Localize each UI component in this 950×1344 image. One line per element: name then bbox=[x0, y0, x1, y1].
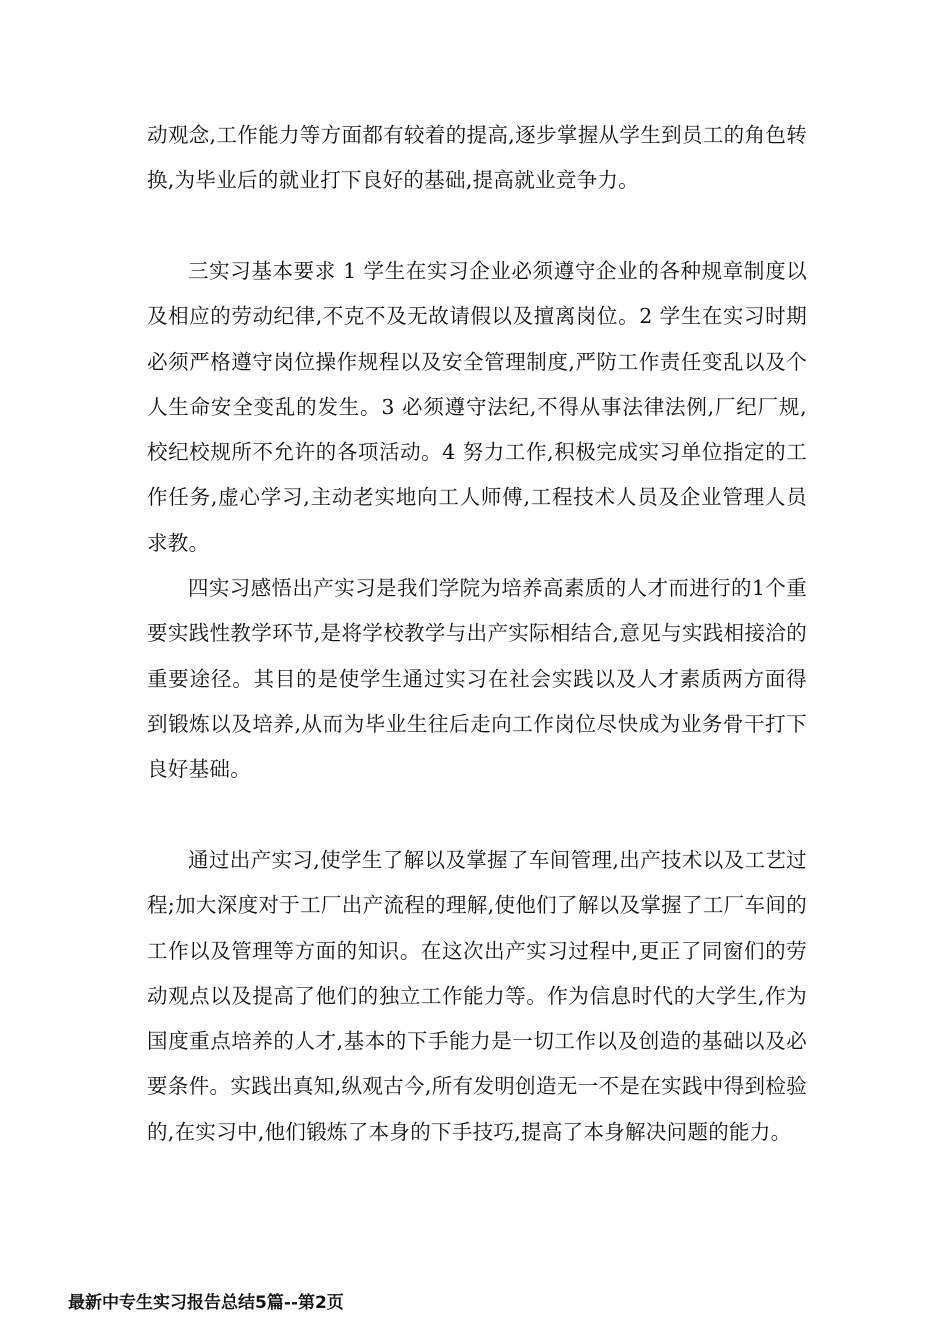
paragraph-text: 三实习基本要求 1 学生在实习企业必须遵守企业的各种规章制度以及相应的劳动纪律,不克不及无故请假以及擅离岗位。2 学生在实习时期必须严格遵守岗位操作规程以及安全管理制度,严防工作责任变乱以及个人生命安全变乱的发生。3 必须遵守法纪,不得从事法律法例,厂纪厂规,校纪校规所不允许的各项活动。4 努力工作,积极完成实习单位指定的工作任务,虚心学习,主动老实地向工人师傅,工程技术人员及企业管理人员求教。 bbox=[147, 259, 807, 555]
paragraph-text: 四实习感悟出产实习是我们学院为培养高素质的人才而进行的1个重要实践性教学环节,是将学校教学与出产实际相结合,意见与实践相接洽的重要途径。其目的是使学生通过实习在社会实践以及人才素质两方面得到锻炼以及培养,从而为毕业生往后走向工作岗位尽快成为业务骨干打下良好基础。 bbox=[147, 576, 807, 782]
paragraph-text: 动观念,工作能力等方面都有较着的提高,逐步掌握从学生到员工的角色转换,为毕业后的就业打下良好的基础,提高就业竞争力。 bbox=[147, 123, 807, 193]
page-footer: 最新中专生实习报告总结5篇--第2页 bbox=[68, 1293, 344, 1313]
paragraph-continuation bbox=[147, 113, 807, 204]
paragraph-production-practice bbox=[147, 838, 807, 1155]
paragraph-text: 通过出产实习,使学生了解以及掌握了车间管理,出产技术以及工艺过程;加大深度对于工厂出产流程的理解,使他们了解以及掌握了工厂车间的工作以及管理等方面的知识。在这次出产实习过程中,更正了同窗们的劳动观点以及提高了他们的独立工作能力等。作为信息时代的大学生,作为国度重点培养的人才,基本的下手能力是一切工作以及创造的基础以及必要条件。实践出真知,纵观古今,所有发明创造无一不是在实践中得到检验的,在实习中,他们锻炼了本身的下手技巧,提高了本身解决问题的能力。 bbox=[147, 848, 807, 1144]
paragraph-internship-reflections bbox=[147, 566, 807, 792]
paragraph-internship-requirements bbox=[147, 249, 807, 566]
